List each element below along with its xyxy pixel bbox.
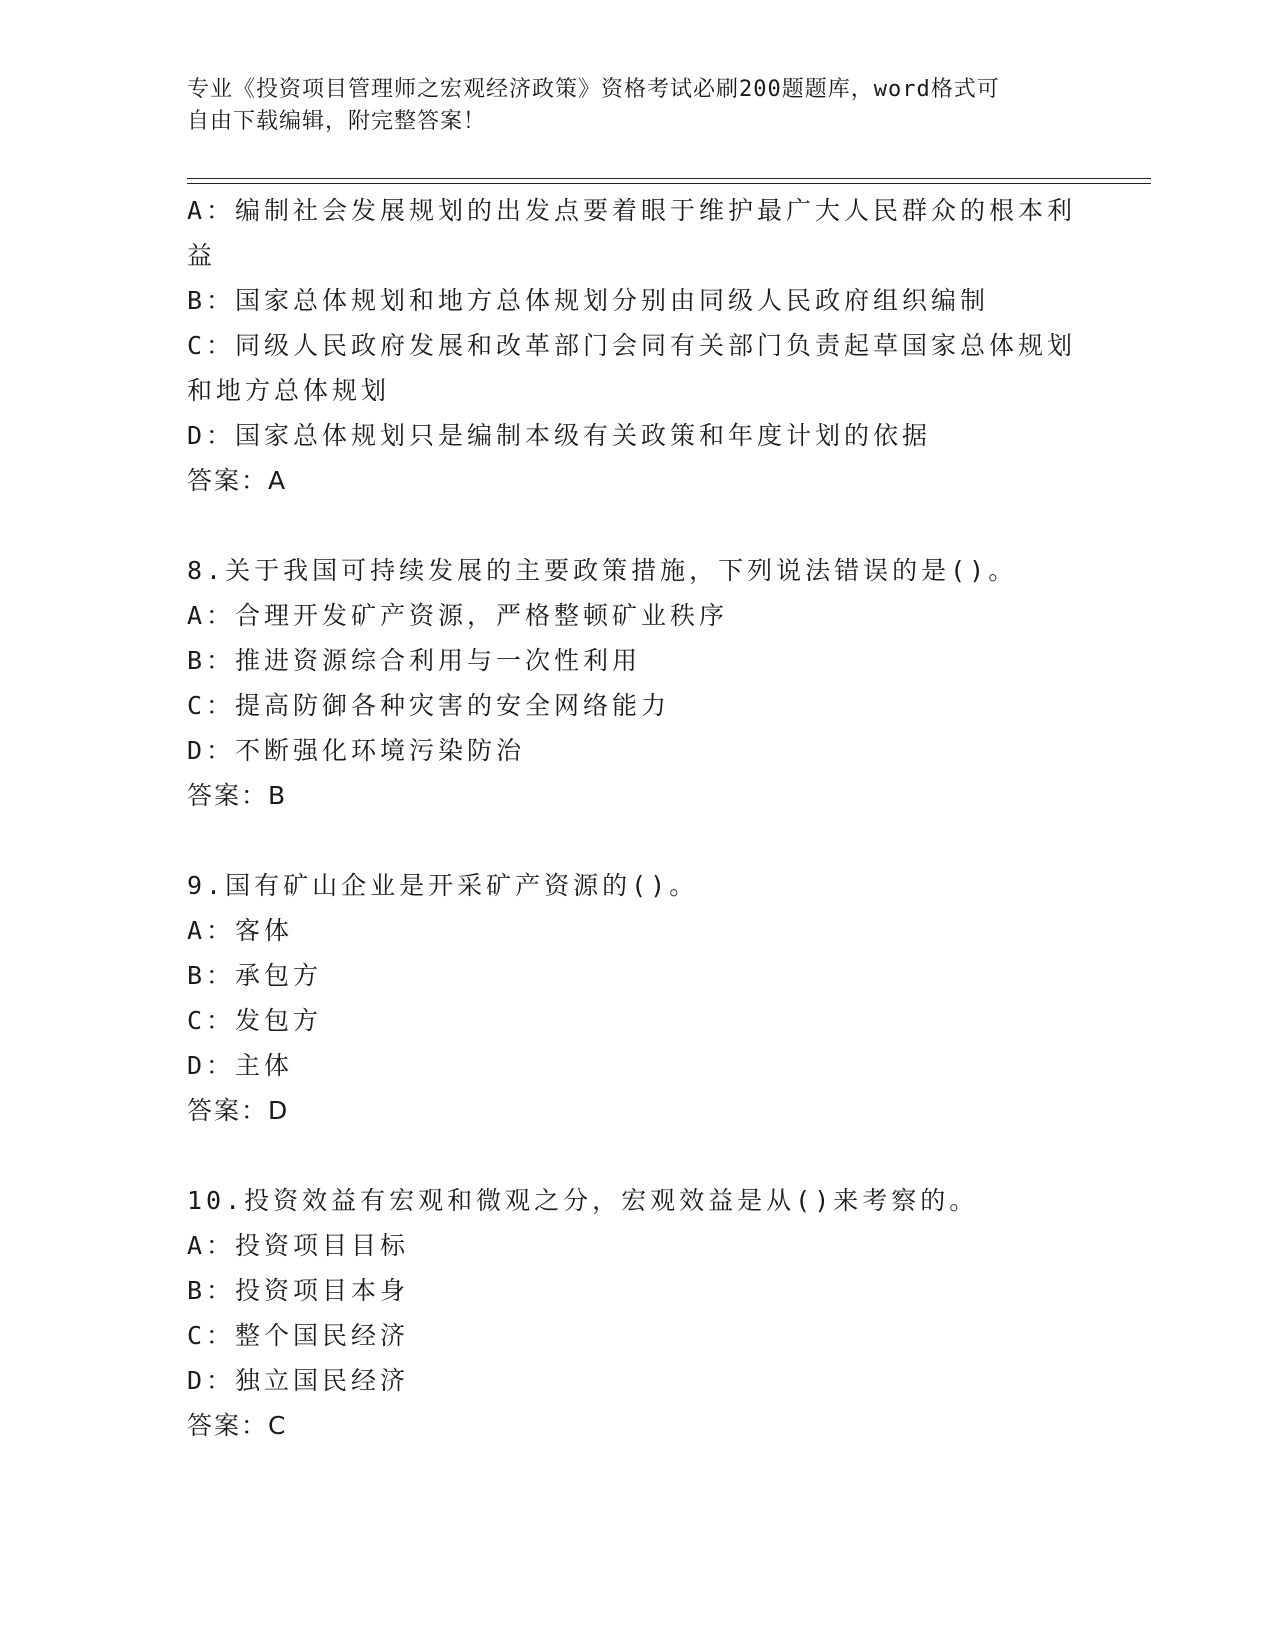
spacer [187, 1133, 1087, 1178]
option-d: D：独立国民经济 [187, 1366, 410, 1395]
answer-line: 答案：A [187, 466, 288, 495]
option-c: C：整个国民经济 [187, 1321, 410, 1350]
header-title-line2: 自由下载编辑，附完整答案！ [187, 109, 487, 134]
answer-line: 答案：D [187, 1096, 290, 1125]
answer-line: 答案：C [187, 1411, 288, 1440]
option-c-line1: C：同级人民政府发展和改革部门会同有关部门负责起草国家总体规划 [187, 331, 1077, 360]
header-divider-bottom [187, 183, 1151, 184]
question-text: 10.投资效益有宏观和微观之分，宏观效益是从()来考察的。 [187, 1186, 979, 1215]
spacer [187, 503, 1087, 548]
option-a-line2: 益 [187, 241, 217, 270]
question-list [187, 188, 1087, 1448]
option-a: A：合理开发矿产资源，严格整顿矿业秩序 [187, 601, 729, 630]
option-c: C：发包方 [187, 1006, 323, 1035]
question-block-9 [187, 863, 1087, 1133]
option-b: B：推进资源综合利用与一次性利用 [187, 646, 642, 675]
question-block-7 [187, 188, 1087, 503]
header-title-line1: 专业《投资项目管理师之宏观经济政策》资格考试必刷200题题库，word格式可 [187, 77, 1000, 102]
header-divider-top [187, 178, 1151, 179]
question-block-10 [187, 1178, 1087, 1448]
option-d: D：主体 [187, 1051, 294, 1080]
option-b: B：投资项目本身 [187, 1276, 410, 1305]
answer-line: 答案：B [187, 781, 288, 810]
option-c: C：提高防御各种灾害的安全网络能力 [187, 691, 671, 720]
question-text: 9.国有矿山企业是开采矿产资源的()。 [187, 871, 699, 900]
option-d: D：国家总体规划只是编制本级有关政策和年度计划的依据 [187, 421, 932, 450]
option-d: D：不断强化环境污染防治 [187, 736, 526, 765]
option-c-line2: 和地方总体规划 [187, 376, 391, 405]
option-b: B：承包方 [187, 961, 323, 990]
option-a: A：投资项目目标 [187, 1231, 410, 1260]
question-block-8 [187, 548, 1087, 818]
question-text: 8.关于我国可持续发展的主要政策措施，下列说法错误的是()。 [187, 556, 1018, 585]
option-b: B：国家总体规划和地方总体规划分别由同级人民政府组织编制 [187, 286, 990, 315]
option-a-line1: A：编制社会发展规划的出发点要着眼于维护最广大人民群众的根本利 [187, 196, 1077, 225]
option-a: A：客体 [187, 916, 294, 945]
document-header [187, 74, 1067, 138]
spacer [187, 818, 1087, 863]
